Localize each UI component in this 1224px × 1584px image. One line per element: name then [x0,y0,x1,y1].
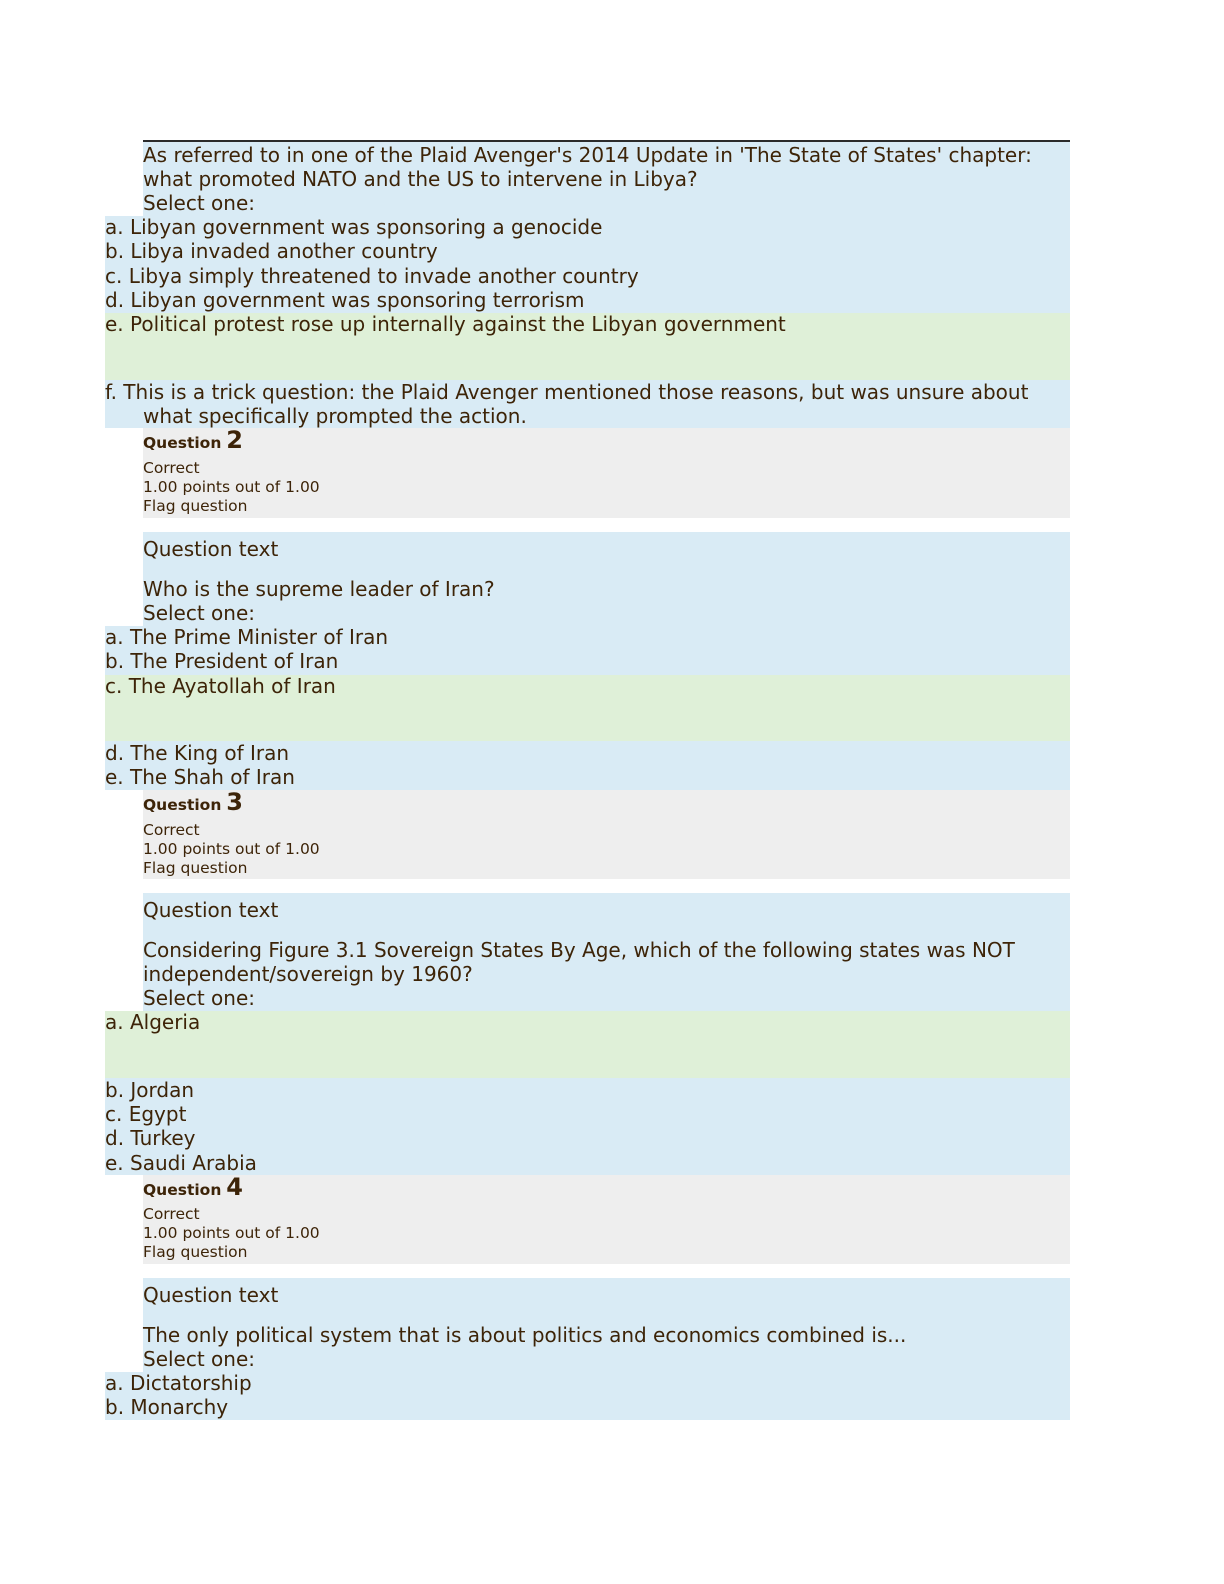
q4-options-block [105,1372,1070,1420]
q3-question-block [143,893,1070,1011]
q4-label: Question [143,1181,222,1199]
q2-options-block-1 [105,626,1070,675]
q1-option-e-correct [105,313,1070,380]
q2-option-e[interactable]: e. The Shah of Iran [105,765,295,789]
q2-select-one: Select one: [143,601,256,625]
q3-option-a[interactable]: a. Algeria [105,1010,201,1034]
q1-options-block [105,216,1070,313]
q2-flag-question[interactable]: Flag question [143,497,248,515]
q3-label: Question [143,796,222,814]
q4-select-one: Select one: [143,1347,256,1371]
q3-points: 1.00 points out of 1.00 [143,840,320,858]
q3-text-line2: independent/sovereign by 1960? [143,962,473,986]
q1-option-f[interactable]: f. This is a trick question: the Plaid Avenger mentioned those reasons, but was unsure about [105,380,1029,404]
q2-heading [143,426,243,454]
q4-number: 4 [226,1173,243,1201]
q3-status: Correct [143,821,200,839]
q2-options-block-2 [105,741,1070,790]
q3-flag-question[interactable]: Flag question [143,859,248,877]
q2-question-block [143,532,1070,626]
q1-option-f-block [105,380,1070,428]
q4-points: 1.00 points out of 1.00 [143,1224,320,1242]
q2-option-c-correct [105,675,1070,741]
q1-text-line1: As referred to in one of the Plaid Avenger's 2014 Update in 'The State of States' chapter: [143,143,1032,167]
q4-status: Correct [143,1205,200,1223]
q1-option-c[interactable]: c. Libya simply threatened to invade another country [105,264,639,288]
q3-number: 3 [226,788,243,816]
q3-option-e[interactable]: e. Saudi Arabia [105,1151,257,1175]
q3-text-line1: Considering Figure 3.1 Sovereign States By Age, which of the following states was NOT [143,938,1015,962]
q2-points: 1.00 points out of 1.00 [143,478,320,496]
q4-option-a[interactable]: a. Dictatorship [105,1371,252,1395]
q4-flag-question[interactable]: Flag question [143,1243,248,1261]
q1-text-line2: what promoted NATO and the US to intervene in Libya? [143,167,698,191]
q2-question-text-label: Question text [143,537,279,561]
q1-option-f-cont: what specifically prompted the action. [143,404,527,428]
q4-text: The only political system that is about politics and economics combined is... [143,1323,907,1347]
q2-option-a[interactable]: a. The Prime Minister of Iran [105,625,389,649]
q1-question-block [143,142,1070,216]
q1-option-d[interactable]: d. Libyan government was sponsoring terrorism [105,288,585,312]
q3-option-a-correct [105,1011,1070,1078]
q2-option-b[interactable]: b. The President of Iran [105,649,339,673]
q2-label: Question [143,434,222,452]
q3-option-b[interactable]: b. Jordan [105,1078,195,1102]
q4-question-text-label: Question text [143,1283,279,1307]
q2-option-c[interactable]: c. The Ayatollah of Iran [105,674,336,698]
q2-info-block [143,428,1070,518]
q3-question-text-label: Question text [143,898,279,922]
q2-option-d[interactable]: d. The King of Iran [105,741,290,765]
q3-options-block [105,1078,1070,1175]
q4-option-b[interactable]: b. Monarchy [105,1395,229,1419]
q2-status: Correct [143,459,200,477]
q1-option-a[interactable]: a. Libyan government was sponsoring a genocide [105,215,603,239]
q2-text: Who is the supreme leader of Iran? [143,577,495,601]
q3-option-d[interactable]: d. Turkey [105,1126,196,1150]
q1-option-b[interactable]: b. Libya invaded another country [105,239,438,263]
q2-number: 2 [226,426,243,454]
q3-select-one: Select one: [143,986,256,1010]
q3-info-block [143,790,1070,879]
q3-option-c[interactable]: c. Egypt [105,1102,187,1126]
q3-heading [143,788,243,816]
q4-question-block [143,1278,1070,1372]
q1-option-e[interactable]: e. Political protest rose up internally against the Libyan government [105,312,786,336]
q4-heading [143,1173,243,1201]
q4-info-block [143,1175,1070,1264]
q1-select-one: Select one: [143,191,256,215]
